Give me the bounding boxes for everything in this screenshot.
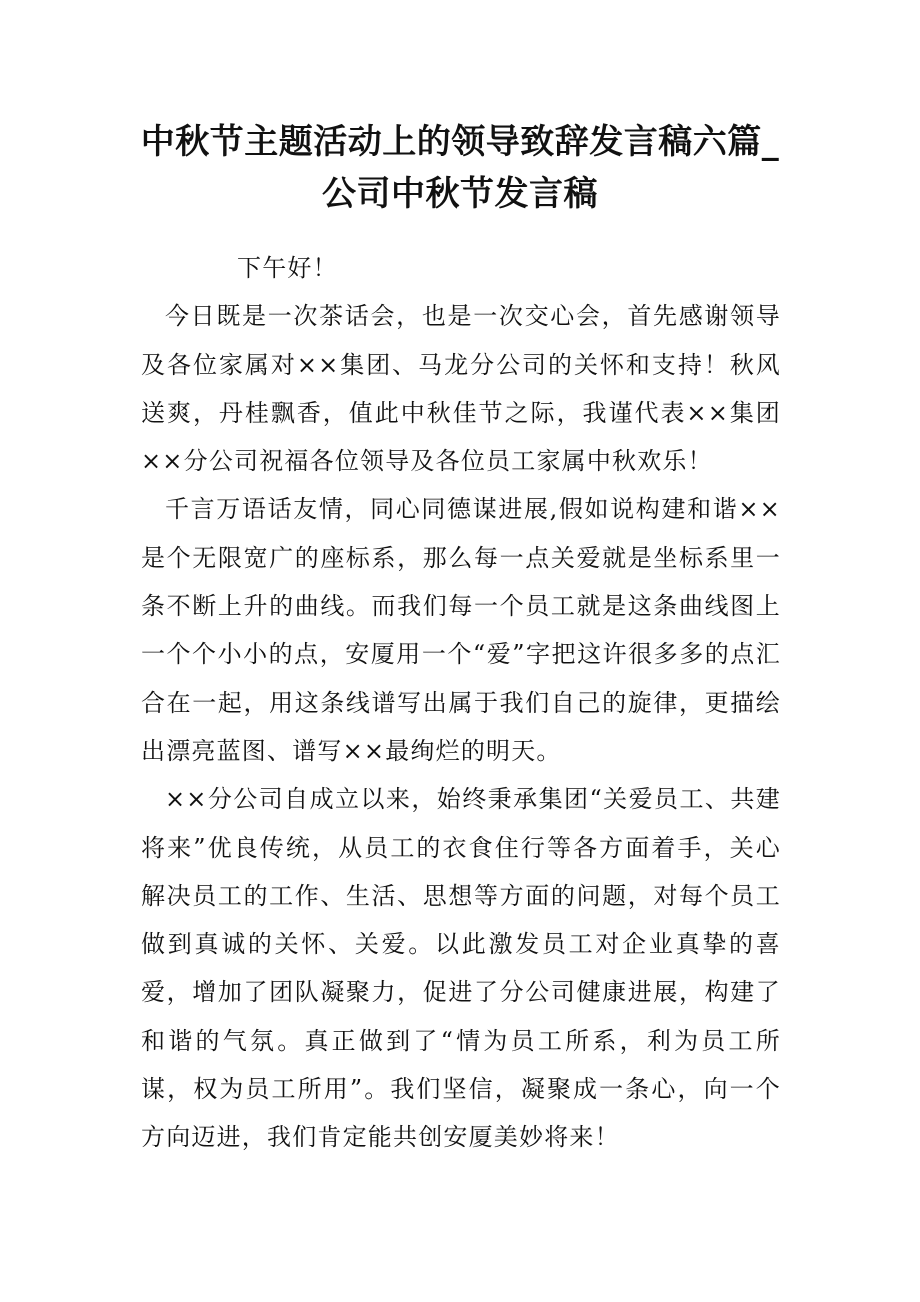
greeting-line: 下午好！ [237,254,338,282]
paragraph-3: ××分公司自成立以来，始终秉承集团“关爱员工、共建将来”优良传统，从员工的衣食住行等各方面着手，关心解决员工的工作、生活、思想等方面的问题，对每个员工做到真诚的关怀、关爱。以此激发员工对企业真挚的喜爱，增加了团队凝聚力，促进了分公司健康进展，构建了和谐的气氛。真正做到了“情为员工所系，利为员工所谋，权为员工所用”。我们坚信，凝聚成一条心，向一个方向迈进，我们肯定能共创安厦美妙将来！ [141,785,781,1152]
document-title [130,116,790,220]
paragraph-1: 今日既是一次茶话会，也是一次交心会，首先感谢领导及各位家属对××集团、马龙分公司的关怀和支持！秋风送爽，丹桂飘香，值此中秋佳节之际，我谨代表××集团××分公司祝福各位领导及各位员工家属中秋欢乐！ [141,302,781,476]
document-body [141,244,781,1162]
title-line-1: 中秋节主题活动上的领导致辞发言稿六篇_ [140,122,780,162]
title-line-2: 公司中秋节发言稿 [322,174,598,214]
paragraph-2: 千言万语话友情，同心同德谋进展,假如说构建和谐××是个无限宽广的座标系，那么每一点关爱就是坐标系里一条不断上升的曲线。而我们每一个员工就是这条曲线图上一个个小小的点，安厦用一个“爱”字把这许很多多的点汇合在一起，用这条线谱写出属于我们自己的旋律，更描绘出漂亮蓝图、谱写××最绚烂的明天。 [141,495,781,765]
